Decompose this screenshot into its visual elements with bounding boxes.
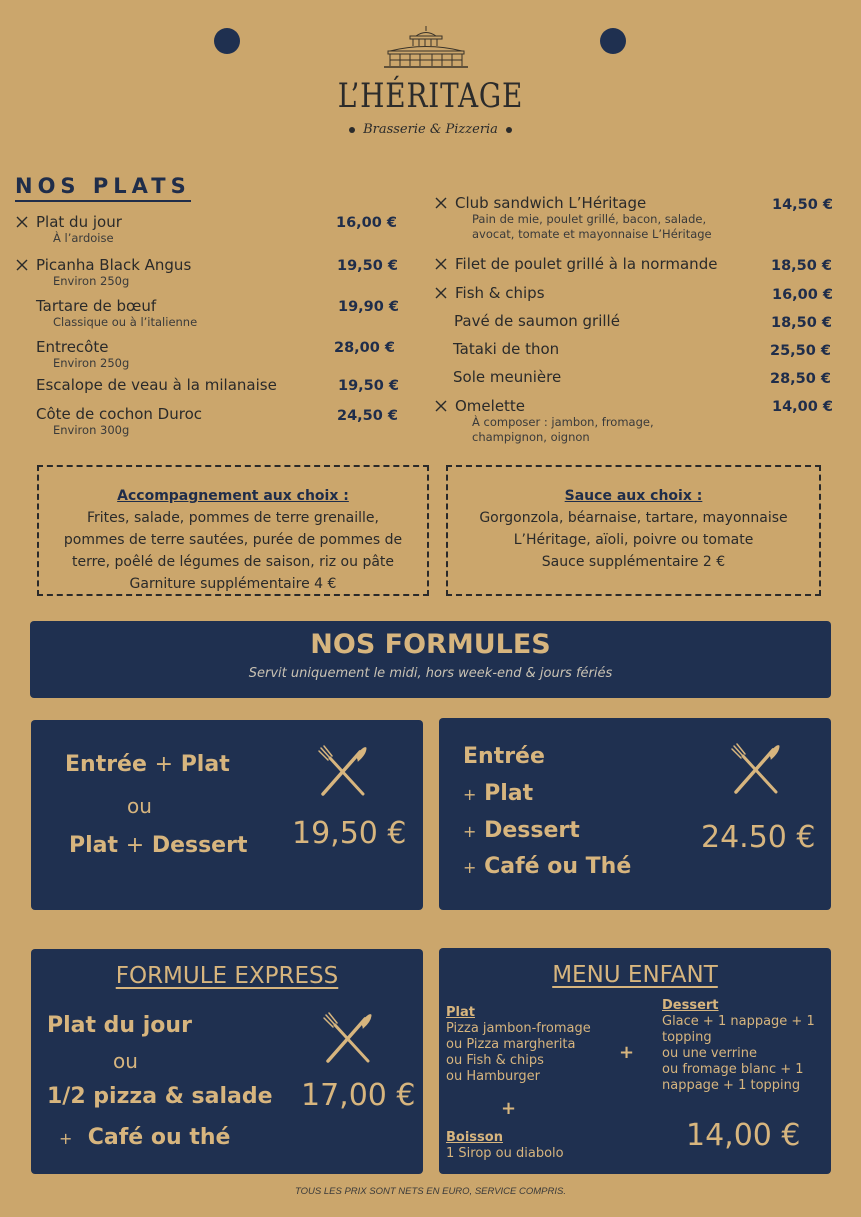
menu-enfant-dessert: Dessert Glace + 1 nappage + 1 topping ou une verrine ou fromage blanc + 1 nappage + 1 topping: [662, 998, 815, 1093]
cross-cutlery-icon: [434, 196, 448, 210]
formule-price: 19,50 €: [292, 816, 407, 851]
section-title-plats: NOS PLATS: [15, 173, 191, 202]
cross-cutlery-icon: [434, 286, 448, 300]
formule-price: 14,00 €: [686, 1118, 801, 1153]
formule-price: 17,00 €: [301, 1078, 416, 1113]
cross-cutlery-icon: [15, 215, 29, 229]
dish-item: Plat du jour À l’ardoise: [36, 213, 122, 246]
dish-price: 14,00 €: [772, 399, 834, 415]
dish-price: 16,00 €: [772, 287, 834, 303]
accompagnement-box: Accompagnement aux choix : Frites, salade, pommes de terre grenaille, pommes de terre sautées, purée de pommes de terre, poêlé de légumes de saison, riz ou pâte Garniture supplémentaire 4 €: [37, 465, 429, 596]
dish-item: Omelette À composer : jambon, fromage, champignon, oignon: [455, 397, 654, 445]
footer-note: TOUS LES PRIX SONT NETS EN EURO, SERVICE COMPRIS.: [295, 1186, 566, 1197]
dish-price: 18,50 €: [771, 258, 833, 274]
bullet-icon: [349, 127, 355, 133]
dish-item: Escalope de veau à la milanaise: [36, 376, 277, 394]
dish-item: Entrecôte Environ 250g: [36, 338, 130, 370]
dish-price: 28,00 €: [334, 340, 396, 356]
formules-subtitle: Servit uniquement le midi, hors week-end & jours fériés: [248, 666, 613, 681]
brand-tagline: Brasserie & Pizzeria: [0, 122, 861, 137]
menu-enfant-title: MENU ENFANT: [552, 962, 718, 988]
sauce-box: Sauce aux choix : Gorgonzola, béarnaise, tartare, mayonnaise L’Héritage, aïoli, poivre ou tomate Sauce supplémentaire 2 €: [446, 465, 821, 596]
formule-card-2: Entrée + Plat + Dessert + Café ou Thé 24.50 €: [439, 718, 831, 910]
dish-item: Tataki de thon: [453, 340, 560, 358]
menu-enfant-card: [439, 948, 831, 1174]
dish-item: Côte de cochon Duroc Environ 300g: [36, 405, 202, 437]
fork-knife-icon: [321, 1011, 375, 1067]
building-pavilion-icon: [380, 24, 472, 70]
dish-price: 14,50 €: [772, 197, 834, 213]
plus-icon: +: [501, 1098, 517, 1119]
formule-express-card: FORMULE EXPRESS Plat du jour ou 1/2 pizza & salade + Café ou thé 17,00 €: [31, 949, 423, 1174]
dish-price: 19,50 €: [337, 258, 399, 274]
formule-express-title: FORMULE EXPRESS: [115, 963, 339, 989]
punch-hole-right: [600, 28, 626, 54]
cross-cutlery-icon: [434, 399, 448, 413]
dish-item: Pavé de saumon grillé: [454, 312, 620, 330]
fork-knife-icon: [729, 742, 783, 798]
dish-price: 24,50 €: [337, 408, 399, 424]
dish-item: Picanha Black Angus Environ 250g: [36, 256, 191, 289]
brand-name: L’HÉRITAGE: [337, 76, 524, 116]
dish-item: Club sandwich L’Héritage Pain de mie, poulet grillé, bacon, salade, avocat, tomate et mayonnaise L’Héritage: [455, 194, 712, 242]
menu-enfant-plat: Plat Pizza jambon-fromage ou Pizza margherita ou Fish & chips ou Hamburger: [446, 1005, 591, 1084]
formule-card-1: Entrée + Plat ou Plat + Dessert 19,50 €: [31, 720, 423, 910]
fork-knife-icon: [316, 744, 370, 800]
dish-price: 19,50 €: [338, 378, 400, 394]
menu-enfant-boisson: Boisson 1 Sirop ou diabolo: [446, 1130, 564, 1161]
sauce-title: Sauce aux choix :: [564, 488, 703, 504]
dish-item: Sole meunière: [453, 368, 562, 386]
formule-price: 24.50 €: [701, 820, 816, 855]
formules-title: NOS FORMULES: [310, 629, 551, 660]
plus-icon: +: [619, 1042, 635, 1063]
dish-price: 19,90 €: [338, 299, 400, 315]
dish-price: 25,50 €: [770, 343, 832, 359]
dish-price: 16,00 €: [336, 215, 398, 231]
cross-cutlery-icon: [15, 258, 29, 272]
bullet-icon: [506, 127, 512, 133]
dish-price: 18,50 €: [771, 315, 833, 331]
punch-hole-left: [214, 28, 240, 54]
accompagnement-title: Accompagnement aux choix :: [117, 488, 349, 504]
dish-item: Tartare de bœuf Classique ou à l’italienne: [36, 297, 198, 329]
dish-item: Filet de poulet grillé à la normande: [455, 255, 717, 273]
dish-item: Fish & chips: [455, 284, 545, 302]
dish-price: 28,50 €: [770, 371, 832, 387]
formules-banner: [30, 621, 831, 698]
cross-cutlery-icon: [434, 257, 448, 271]
